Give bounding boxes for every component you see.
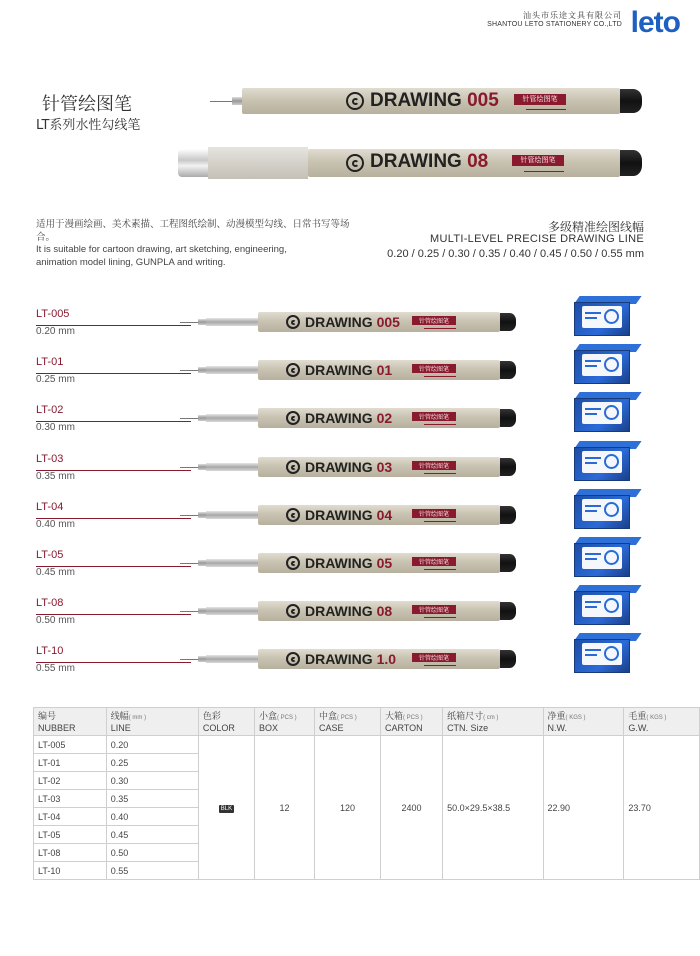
table-header-cell: 小盒( PCS ) BOX — [255, 708, 315, 736]
pen-brand: DRAWING — [305, 362, 373, 378]
model-pen — [180, 408, 516, 428]
table-header-cell: 编号 NUBBER — [34, 708, 107, 736]
pen-number: 1.0 — [376, 651, 397, 667]
pen-brand: DRAWING — [305, 603, 373, 619]
model-line-size: 0.50 mm — [36, 615, 75, 626]
cell-line: 0.35 — [106, 790, 198, 808]
pen-tag-cn: 针管绘图笔 — [512, 155, 564, 166]
pen-number: 005 — [376, 314, 400, 330]
company-name-cn: 汕头市乐途文具有限公司 — [523, 11, 622, 20]
cell-carton: 2400 — [380, 736, 442, 880]
table-header-cell: 净重( KGS ) N.W. — [543, 708, 624, 736]
cell-number: LT-04 — [34, 808, 107, 826]
cell-line: 0.40 — [106, 808, 198, 826]
brand-logo-icon — [286, 508, 300, 522]
product-box-image — [574, 441, 636, 481]
model-code: LT-05 — [36, 549, 64, 561]
table-header-cell: 纸箱尺寸( cm ) CTN. Size — [443, 708, 543, 736]
model-pen — [180, 457, 516, 477]
product-box-image — [574, 633, 636, 673]
pen-brand: DRAWING — [305, 410, 373, 426]
cell-number: LT-08 — [34, 844, 107, 862]
cell-case: 120 — [315, 736, 381, 880]
pen-tag-cn: 针管绘图笔 — [412, 605, 456, 614]
description-en-2: animation model lining, GUNPLA and writing. — [36, 256, 226, 268]
model-pen — [180, 505, 516, 525]
model-pen — [180, 360, 516, 380]
brand-logo-icon — [286, 460, 300, 474]
cell-number: LT-02 — [34, 772, 107, 790]
cell-line: 0.45 — [106, 826, 198, 844]
pen-tag-cn: 针管绘图笔 — [412, 412, 456, 421]
cell-number: LT-03 — [34, 790, 107, 808]
cell-line: 0.30 — [106, 772, 198, 790]
product-box-image — [574, 585, 636, 625]
model-code: LT-03 — [36, 453, 64, 465]
table-header-cell: 线幅( mm ) LINE — [106, 708, 198, 736]
cell-line: 0.20 — [106, 736, 198, 754]
cell-line: 0.50 — [106, 844, 198, 862]
table-header-cell: 大箱( PCS ) CARTON — [380, 708, 442, 736]
pen-tag-cn: 针管绘图笔 — [514, 94, 566, 105]
pen-number: 01 — [376, 362, 393, 378]
brand-logo-icon — [286, 411, 300, 425]
model-pen — [180, 553, 516, 573]
description — [36, 219, 366, 269]
product-title: 针管绘图笔 — [42, 94, 132, 115]
cell-number: LT-005 — [34, 736, 107, 754]
table-header-cell: 毛重( KGS ) G.W. — [624, 708, 700, 736]
brand-logo-icon — [286, 315, 300, 329]
brand-logo-icon — [286, 363, 300, 377]
pen-brand: DRAWING — [305, 507, 373, 523]
levels-title-cn: 多级精准绘图线幅 — [547, 220, 644, 234]
pen-brand: DRAWING — [305, 651, 373, 667]
levels-title-en: MULTI-LEVEL PRECISE DRAWING LINE — [430, 233, 644, 245]
pen-number: 08 — [467, 151, 489, 172]
pen-brand: DRAWING — [305, 459, 373, 475]
pen-tag-cn: 针管绘图笔 — [412, 509, 456, 518]
leto-logo: leto — [630, 6, 680, 39]
table-body — [34, 736, 700, 880]
pen-number: 03 — [376, 459, 393, 475]
spec-table — [33, 707, 700, 880]
model-pen — [180, 312, 516, 332]
model-pen — [180, 649, 516, 669]
cell-ctn-size: 50.0×29.5×38.5 — [443, 736, 543, 880]
description-en-1: It is suitable for cartoon drawing, art sketching, engineering, — [36, 244, 287, 255]
model-code: LT-005 — [36, 308, 70, 320]
pen-tag-cn: 针管绘图笔 — [412, 557, 456, 566]
model-code: LT-10 — [36, 645, 64, 657]
pen-tag-cn: 针管绘图笔 — [412, 316, 456, 325]
color-badge: BLK — [220, 806, 233, 812]
product-box-image — [574, 296, 636, 336]
cell-color — [198, 736, 254, 880]
pen-brand: DRAWING — [305, 555, 373, 571]
pen-number: 05 — [376, 555, 393, 571]
cell-line: 0.55 — [106, 862, 198, 880]
brand-logo-icon — [286, 604, 300, 618]
pen-number: 08 — [376, 603, 393, 619]
product-box-image — [574, 392, 636, 432]
pen-number: 02 — [376, 410, 393, 426]
pen-brand: DRAWING — [370, 151, 462, 172]
product-subtitle: LT系列水性勾线笔 — [36, 118, 141, 133]
model-line-size: 0.20 mm — [36, 326, 75, 337]
cell-number: LT-01 — [34, 754, 107, 772]
description-cn: 适用于漫画绘画、美术素描、工程图纸绘制、动漫模型勾线、日常书写等场合。 — [36, 219, 350, 243]
model-line-size: 0.35 mm — [36, 471, 75, 482]
levels-values: 0.20 / 0.25 / 0.30 / 0.35 / 0.40 / 0.45 / 0.50 / 0.55 mm — [387, 248, 644, 260]
brand-logo-icon — [286, 556, 300, 570]
company-name-en: SHANTOU LETO STATIONERY CO.,LTD — [487, 21, 622, 28]
table-header-cell: 中盒( PCS ) CASE — [315, 708, 381, 736]
pen-number: 04 — [376, 507, 393, 523]
model-code: LT-08 — [36, 597, 64, 609]
product-box-image — [574, 344, 636, 384]
cell-number: LT-10 — [34, 862, 107, 880]
model-code: LT-01 — [36, 356, 64, 368]
model-line-size: 0.55 mm — [36, 663, 75, 674]
table-row — [34, 736, 700, 754]
cell-nw: 22.90 — [543, 736, 624, 880]
brand-logo-icon — [346, 92, 364, 110]
model-code: LT-02 — [36, 404, 64, 416]
pen-number: 005 — [467, 90, 499, 111]
model-code: LT-04 — [36, 501, 64, 513]
cell-number: LT-05 — [34, 826, 107, 844]
model-line-size: 0.30 mm — [36, 422, 75, 433]
table-header-cell: 色彩 COLOR — [198, 708, 254, 736]
table-header-row — [34, 708, 700, 736]
model-line-size: 0.45 mm — [36, 567, 75, 578]
hero-pen-08-capped — [178, 147, 642, 179]
product-box-image — [574, 537, 636, 577]
brand-logo-icon — [286, 652, 300, 666]
pen-brand: DRAWING — [305, 314, 373, 330]
cell-gw: 23.70 — [624, 736, 700, 880]
model-line-size: 0.25 mm — [36, 374, 75, 385]
product-box-image — [574, 489, 636, 529]
cell-line: 0.25 — [106, 754, 198, 772]
pen-tag-cn: 针管绘图笔 — [412, 653, 456, 662]
cell-box: 12 — [255, 736, 315, 880]
model-line-size: 0.40 mm — [36, 519, 75, 530]
pen-tag-cn: 针管绘图笔 — [412, 364, 456, 373]
pen-tag-cn: 针管绘图笔 — [412, 461, 456, 470]
hero-pen-005 — [210, 88, 642, 114]
brand-logo-icon — [346, 154, 364, 172]
model-pen — [180, 601, 516, 621]
pen-brand: DRAWING — [370, 90, 462, 111]
